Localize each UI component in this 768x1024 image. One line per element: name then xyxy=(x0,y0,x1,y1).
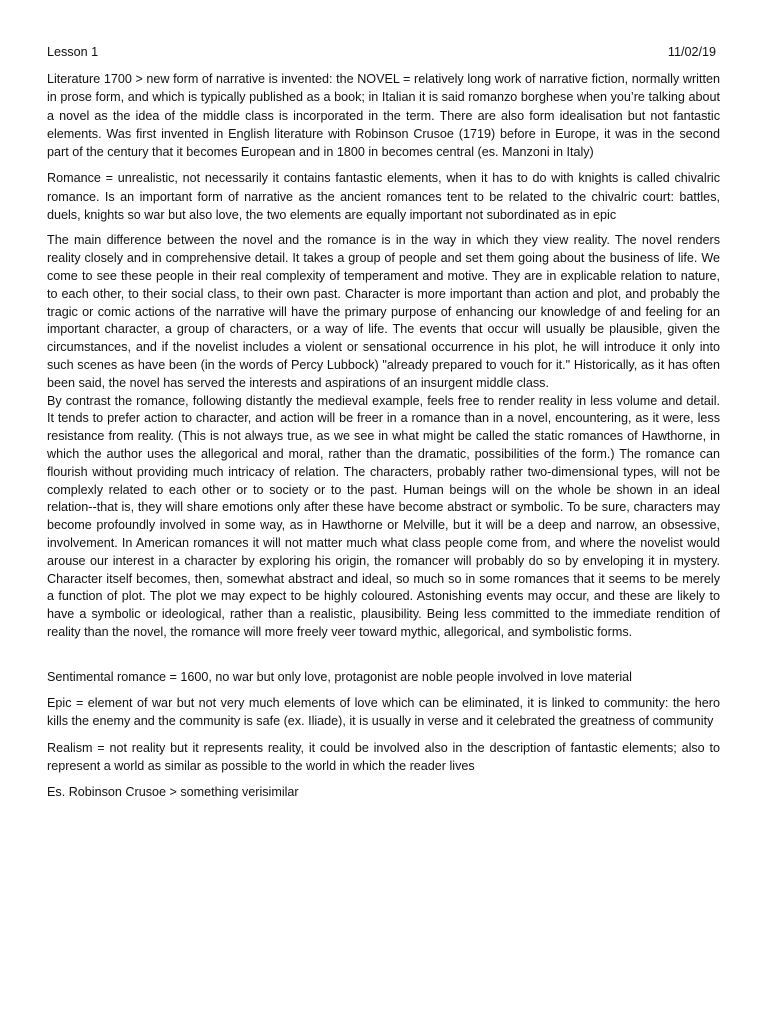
paragraph-realism: Realism = not reality but it represents reality, it could be involved also in the description of fantastic elements; also to represent a world as similar as possible to the world in which the reader lives xyxy=(47,740,720,773)
paragraph-example: Es. Robinson Crusoe > something verisimilar xyxy=(47,785,299,800)
paragraph-novel-definition: Literature 1700 > new form of narrative is invented: the NOVEL = relatively long work of narrative fiction, normally written in prose form, and which is typically published as a book; in Italian it is said romanzo borghese when you’re talking about a novel as the idea of the middle class is incorporated in the term. There are also form idealisation but not fantastic elements. Was first invented in English literature with Robinson Crusoe (1719) before in Europe, it was in the second part of the century that it becomes European and in 1800 in becomes central (es. Manzoni in Italy) xyxy=(47,72,720,160)
lesson-date: 11/02/19 xyxy=(667,45,716,59)
paragraph-sentimental-romance: Sentimental romance = 1600, no war but only love, protagonist are noble people involved in love material xyxy=(47,669,632,684)
paragraph-novel-vs-romance: The main difference between the novel and the romance is in the way in which they view reality. The novel renders reality closely and in comprehensive detail. It takes a group of people and set them going about the business of life. We come to see these people in their real complexity of temperament and motive. They are in explicable relation to nature, to each other, to their social class, to their own past. Character is more important than action and plot, and probably the tragic or comic actions of the narrative will have the primary purpose of enhancing our knowledge of and feeling for an important character, a group of characters, or a way of life. The events that occur will usually be plausible, given the circumstances, and if the novelist includes a violent or sensational occurrence in his plot, he will introduce it only into such scenes as have been (in the words of Percy Lubbock) "already prepared to vouch for it." Historically, as it has often been said, the novel has served the interests and aspirations of an insurgent middle class. xyxy=(47,233,720,390)
page-header xyxy=(47,43,720,61)
paragraph-romance-definition: Romance = unrealistic, not necessarily it contains fantastic elements, when it has to do with knights is called chivalric romance. Is an important form of narrative as the ancient romances tent to be related to the chivalric court: battles, duels, knights so war but also love, the two elements are equally important not subordinated as in epic xyxy=(47,171,720,223)
document-page xyxy=(47,43,720,801)
lesson-title: Lesson 1 xyxy=(47,45,99,59)
paragraph-epic: Epic = element of war but not very much elements of love which can be eliminated, it is linked to community: the hero kills the enemy and the community is safe (ex. Iliade), it is usually in verse and it celebrated the greatness of community xyxy=(47,696,720,729)
paragraph-romance-contrast: By contrast the romance, following distantly the medieval example, feels free to render reality in less volume and detail. It tends to prefer action to character, and action will be freer in a romance than in a novel, encountering, as it were, less resistance from reality. (This is not always true, as we see in what might be called the static romances of Hawthorne, in which the author uses the allegorical and moral, rather than the dramatic, possibilities of the form.) The romance can flourish without providing much intricacy of relation. The characters, probably rather two-dimensional types, will not be complexly related to each other or to society or to the past. Human beings will on the whole be shown in an ideal relation--that is, they will share emotions only after these have become abstract or symbolic. To be sure, characters may become profoundly involved in some way, as in Hawthorne or Melville, but it will be a deep and narrow, an obsessive, involvement. In American romances it will not matter much what class people come from, and where the novelist would arouse our interest in a character by exploring his origin, the romancer will probably do so by enveloping it in mystery. Character itself becomes, then, somewhat abstract and ideal, so much so in some romances that it seems to be merely a function of plot. The plot we may expect to be highly coloured. Astonishing events may occur, and these are likely to have a symbolic or ideological, rather than a realistic, plausibility. Being less committed to the immediate rendition of reality than the novel, the romance will more freely veer toward mythic, allegorical, and symbolistic forms. xyxy=(47,393,720,639)
